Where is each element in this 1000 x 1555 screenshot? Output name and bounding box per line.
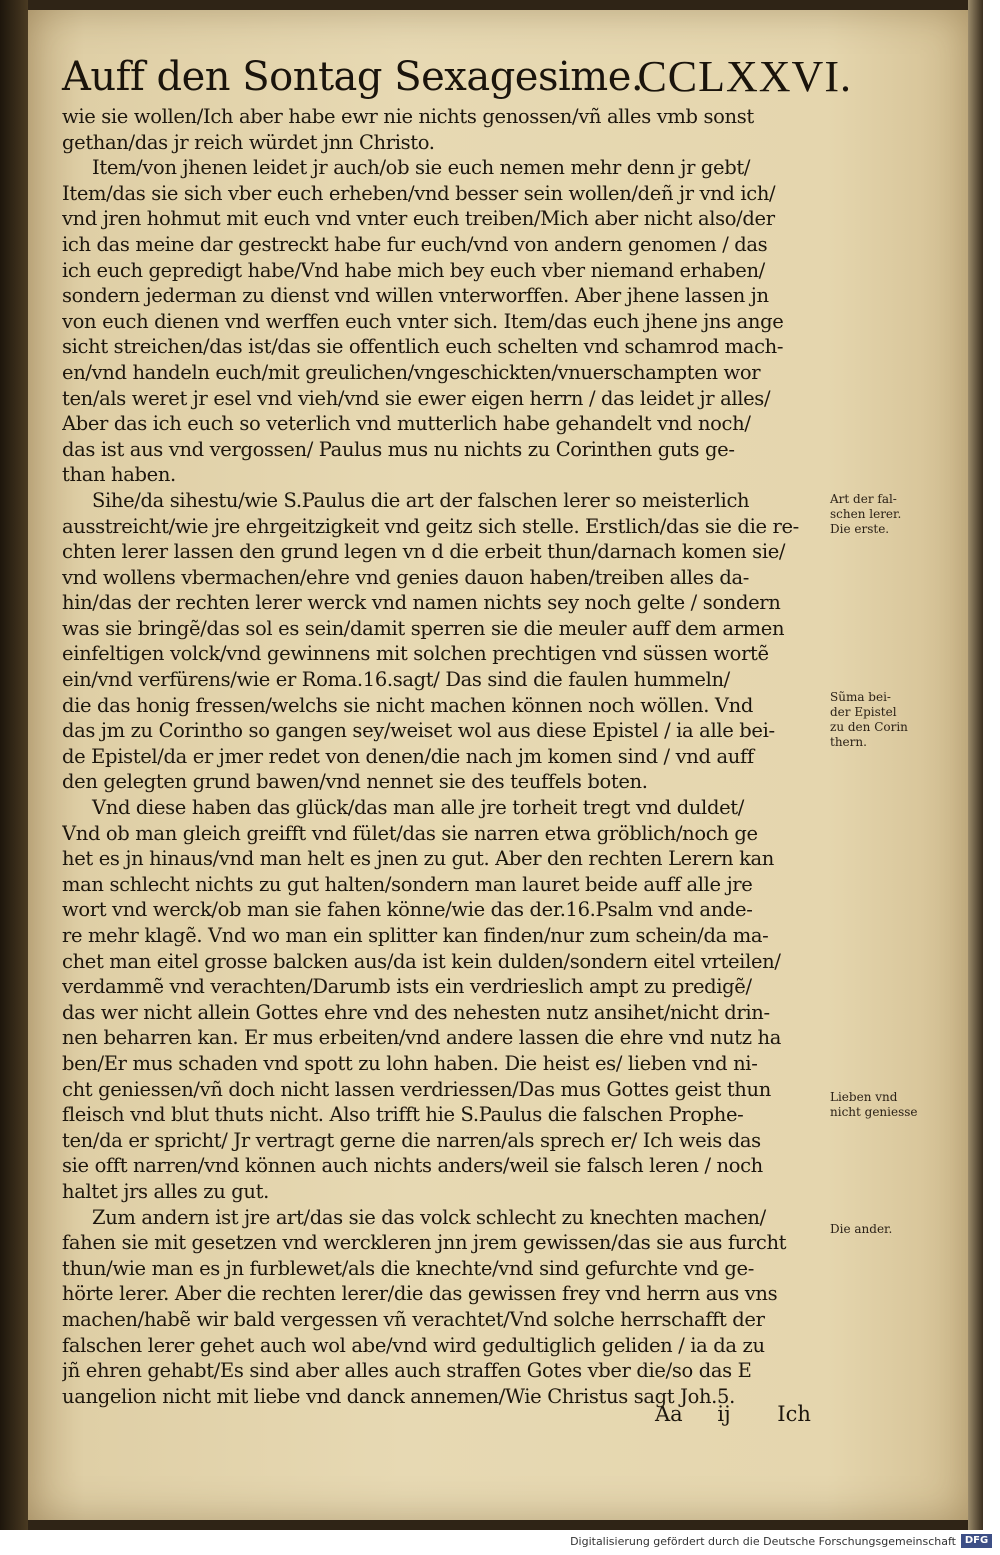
text-line: Vnd ob man gleich greifft vnd fület/das sie narren etwa gröblich/noch ge <box>62 821 758 845</box>
page-header <box>62 52 852 102</box>
text-line: cht geniessen/vñ doch nicht lassen verdriessen/Das mus Gottes geist thun <box>62 1077 771 1101</box>
text-line: machen/habẽ wir bald vergessen vñ verachtet/Vnd solche herrschafft der <box>62 1307 765 1331</box>
text-line: het es jn hinaus/vnd man helt es jnen zu gut. Aber den rechten Lerern kan <box>62 847 775 871</box>
text-line: en/vnd handeln euch/mit greulichen/vngeschickten/vnuerschampten wor <box>62 360 761 384</box>
marginal-note: Lieben vnd nicht geniesse <box>830 1090 918 1119</box>
text-line: nen beharren kan. Er mus erbeiten/vnd andere lassen die ehre vnd nutz ha <box>62 1026 782 1050</box>
text-line: einfeltigen volck/vnd gewinnens mit solchen prechtigen vnd süssen wortẽ <box>62 642 769 666</box>
text-line: man schlecht nichts zu gut halten/sondern man lauret beide auff alle jre <box>62 872 753 896</box>
text-line: Zum andern ist jre art/das sie das volck schlecht zu knechten machen/ <box>92 1205 766 1229</box>
text-line: haltet jrs alles zu gut. <box>62 1179 269 1203</box>
text-line: Vnd diese haben das glück/das man alle jre torheit tregt vnd duldet/ <box>92 796 744 820</box>
text-line: von euch dienen vnd werffen euch vnter sich. Item/das euch jhene jns ange <box>62 309 784 333</box>
text-line: ausstreicht/wie jre ehrgeitzigkeit vnd geitz sich stelle. Erstlich/das sie die re- <box>62 514 799 538</box>
text-line: was sie bringẽ/das sol es sein/damit sperren sie die meuler auff dem armen <box>62 616 785 640</box>
footer-bar <box>0 1530 1000 1555</box>
text-line: hin/das der rechten lerer werck vnd namen nichts sey noch gelte / sondern <box>62 591 781 615</box>
text-line: chten lerer lassen den grund legen vn d die erbeit thun/darnach komen sie/ <box>62 540 786 564</box>
marginal-note: Die ander. <box>830 1222 893 1236</box>
text-line: verdammẽ vnd verachten/Darumb ists ein verdrieslich ampt zu predigẽ/ <box>62 975 752 999</box>
text-line: falschen lerer gehet auch wol abe/vnd wird gedultiglich geliden / ia da zu <box>62 1333 765 1357</box>
text-line: vnd jren hohmut mit euch vnd vnter euch treiben/Mich aber nicht also/der <box>62 207 775 231</box>
text-line: jñ ehren gehabt/Es sind aber alles auch straffen Gotes vber die/so das E <box>62 1359 752 1383</box>
running-title: Auff den Sontag Sexagesime. <box>62 54 644 100</box>
catchword: Ich <box>777 1402 811 1426</box>
text-line: wort vnd werck/ob man sie fahen könne/wie das der.16.Psalm vnd ande- <box>62 898 753 922</box>
text-line: ben/Er mus schaden vnd spott zu lohn haben. Die heist es/ lieben vnd ni- <box>62 1051 758 1075</box>
text-line: das jm zu Corintho so gangen sey/weiset wol aus diese Epistel / ia alle bei- <box>62 719 775 743</box>
text-line: re mehr klagẽ. Vnd wo man ein splitter kan finden/nur zum schein/da ma- <box>62 924 769 947</box>
signature-number: ij <box>717 1402 731 1426</box>
text-line: Item/von jhenen leidet jr auch/ob sie euch nemen mehr denn jr gebt/ <box>92 156 751 180</box>
text-line: ich euch gepredigt habe/Vnd habe mich bey euch vber niemand erhaben/ <box>62 258 765 282</box>
text-line: fleisch vnd blut thuts nicht. Also trifft hie S.Paulus die falschen Prophe- <box>62 1103 744 1127</box>
text-line: gethan/das jr reich würdet jnn Christo. <box>62 130 435 154</box>
text-line: sie offt narren/vnd können auch nichts anders/weil sie falsch leren / noch <box>62 1154 763 1178</box>
text-line: sondern jederman zu dienst vnd willen vnterworffen. Aber jhene lassen jn <box>62 284 769 308</box>
text-line: chet man eitel grosse balcken aus/da ist kein dulden/sondern eitel vrteilen/ <box>62 949 781 973</box>
text-line: uangelion nicht mit liebe vnd danck annemen/Wie Christus sagt Joh.5. <box>62 1384 735 1408</box>
text-line: das wer nicht allein Gottes ehre vnd des nehesten nutz ansihet/nicht drin- <box>62 1000 770 1024</box>
catchword-line <box>655 1402 820 1426</box>
signature-mark: Aa <box>655 1402 683 1426</box>
dfg-logo: DFG <box>961 1534 992 1548</box>
text-line: wie sie wollen/Ich aber habe ewr nie nichts genossen/vñ alles vmb sonst <box>62 105 754 128</box>
text-line: vnd wollens vbermachen/ehre vnd genies dauon haben/treiben alles da- <box>62 565 750 589</box>
text-line: fahen sie mit gesetzen vnd wercklеren jnn jrem gewissen/das sie aus furcht <box>62 1231 787 1255</box>
book-gutter <box>0 0 28 1530</box>
text-line: ten/als weret jr esel vnd vieh/vnd sie ewer eigen herrn / das leidet jr alles/ <box>62 386 771 410</box>
text-line: ich das meine dar gestreckt habe fur euch/vnd von andern genomen / das <box>62 232 768 256</box>
page-edge <box>968 0 983 1530</box>
folio-number: CCLXXVI. <box>637 52 852 101</box>
body-text <box>62 104 837 1409</box>
text-line: Aber das ich euch so veterlich vnd mutterlich habe gehandelt vnd noch/ <box>62 412 751 436</box>
text-line: thun/wie man es jn furblewet/als die knechte/vnd sind gefurchte vnd ge- <box>62 1256 754 1280</box>
marginal-note: Art der fal- schen lerer. Die erste. <box>830 492 902 536</box>
marginal-note: Sũma bei- der Epistel zu den Corin thern. <box>830 690 908 749</box>
text-line: de Epistel/da er jmer redet von denen/die nach jm komen sind / vnd auff <box>62 744 754 768</box>
text-line: Item/das sie sich vber euch erheben/vnd besser sein wollen/deñ jr vnd ich/ <box>62 181 776 205</box>
text-line: Sihe/da sihestu/wie S.Paulus die art der falschen lerer so meisterlich <box>92 488 750 512</box>
text-line: sicht streichen/das ist/das sie offentlich euch schelten vnd schamrod mach- <box>62 335 784 359</box>
text-line: den gelegten grund bawen/vnd nennet sie des teuffels boten. <box>62 770 648 794</box>
text-line: das ist aus vnd vergossen/ Paulus mus nu nichts zu Corinthen guts ge- <box>62 437 735 461</box>
text-line: ein/vnd verfürens/wie er Roma.16.sagt/ Das sind die faulen hummeln/ <box>62 668 730 692</box>
text-line: ten/da er spricht/ Jr vertragt gerne die narren/als sprech er/ Ich weis das <box>62 1128 761 1152</box>
text-line: hörte lerer. Aber die rechten lerer/die das gewissen frey vnd herrn aus vns <box>62 1282 778 1306</box>
funding-credit: Digitalisierung gefördert durch die Deutsche Forschungsgemeinschaft <box>570 1535 956 1548</box>
text-line: die das honig fressen/welchs sie nicht machen können noch wöllen. Vnd <box>62 693 753 717</box>
text-line: than haben. <box>62 463 176 487</box>
